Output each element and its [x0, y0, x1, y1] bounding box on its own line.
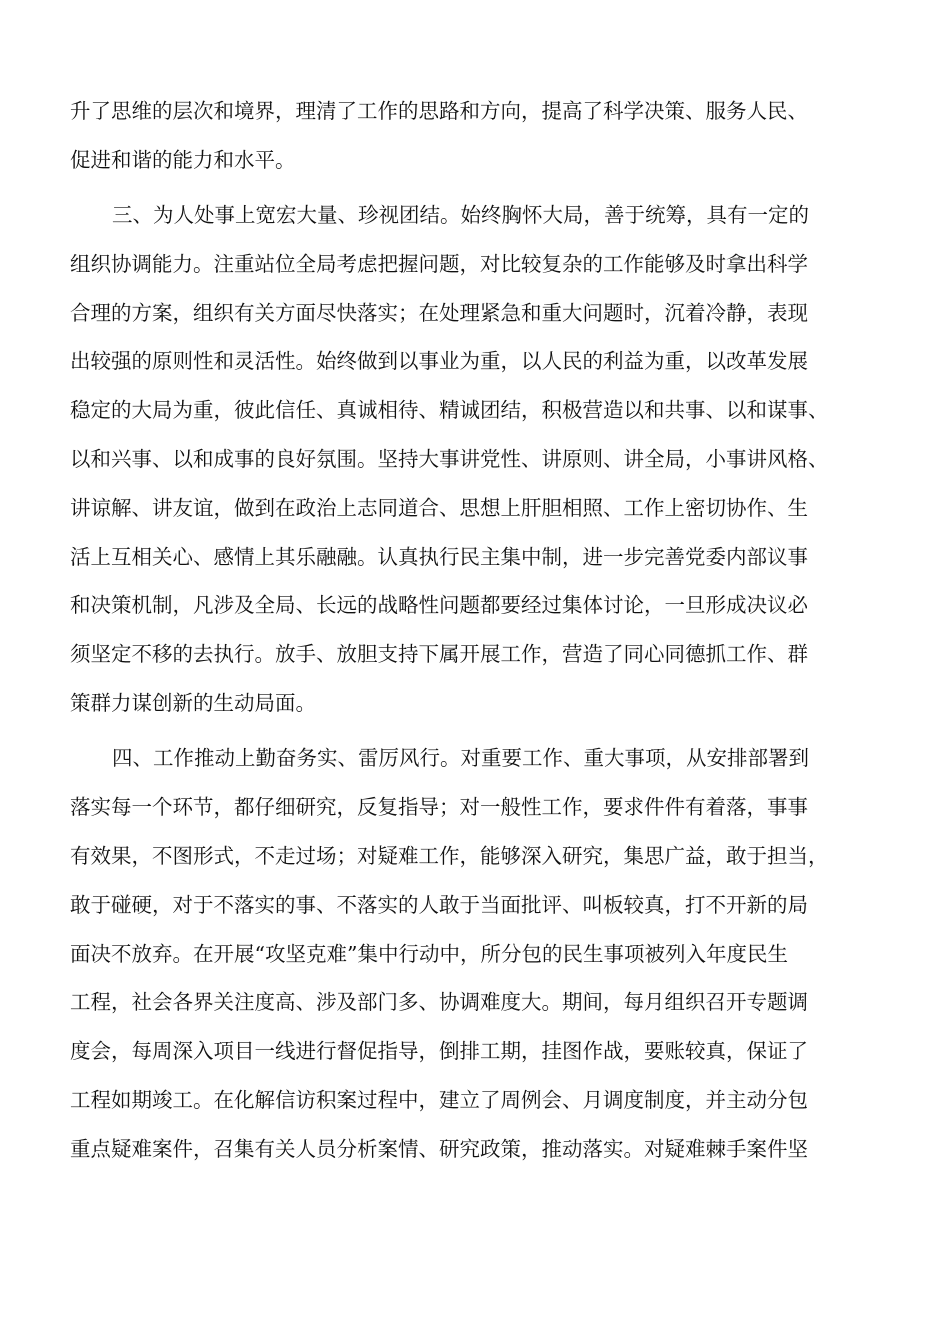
text-line: 度会，每周深入项目一线进行督促指导，倒排工期，挂图作战，要账较真，保证了	[70, 1039, 808, 1063]
text-line: 须坚定不移的去执行。放手、放胆支持下属开展工作，营造了同心同德抓工作、群	[70, 642, 808, 666]
text-line: 有效果，不图形式，不走过场；对疑难工作，能够深入研究，集思广益，敢于担当，	[70, 844, 829, 868]
text-line: 面决不放弃。在开展“攻坚克难”集中行动中，所分包的民生事项被列入年度民生	[70, 942, 788, 966]
text-line: 组织协调能力。注重站位全局考虑把握问题，对比较复杂的工作能够及时拿出科学	[70, 252, 808, 276]
text-line: 讲谅解、讲友谊，做到在政治上志同道合、思想上肝胆相照、工作上密切协作、生	[70, 496, 808, 520]
text-line: 重点疑难案件，召集有关人员分析案情、研究政策，推动落实。对疑难棘手案件坚	[70, 1137, 808, 1161]
text-line: 工程，社会各界关注度高、涉及部门多、协调难度大。期间，每月组织召开专题调	[70, 990, 808, 1014]
text-line: 促进和谐的能力和水平。	[70, 148, 296, 172]
text-line: 策群力谋创新的生动局面。	[70, 691, 316, 715]
text-line: 落实每一个环节，都仔细研究，反复指导；对一般性工作，要求件件有着落，事事	[70, 795, 808, 819]
text-line: 以和兴事、以和成事的良好氛围。坚持大事讲党性、讲原则、讲全局，小事讲风格、	[70, 447, 829, 471]
text-line: 出较强的原则性和灵活性。始终做到以事业为重，以人民的利益为重，以改革发展	[70, 349, 808, 373]
text-line: 活上互相关心、感情上其乐融融。认真执行民主集中制，进一步完善党委内部议事	[70, 545, 808, 569]
text-line: 敢于碰硬，对于不落实的事、不落实的人敢于当面批评、叫板较真，打不开新的局	[70, 893, 808, 917]
paragraph-heading-line: 四、工作推动上勤奋务实、雷厉风行。对重要工作、重大事项，从安排部署到	[112, 746, 809, 770]
text-line: 稳定的大局为重，彼此信任、真诚相待、精诚团结，积极营造以和共事、以和谋事、	[70, 398, 829, 422]
text-line: 工程如期竣工。在化解信访积案过程中，建立了周例会、月调度制度，并主动分包	[70, 1088, 808, 1112]
text-line: 合理的方案，组织有关方面尽快落实；在处理紧急和重大问题时，沉着冷静，表现	[70, 301, 808, 325]
text-line: 升了思维的层次和境界，理清了工作的思路和方向，提高了科学决策、服务人民、	[70, 99, 808, 123]
paragraph-heading-line: 三、为人处事上宽宏大量、珍视团结。始终胸怀大局，善于统筹，具有一定的	[112, 203, 809, 227]
text-line: 和决策机制，凡涉及全局、长远的战略性问题都要经过集体讨论，一旦形成决议必	[70, 593, 808, 617]
